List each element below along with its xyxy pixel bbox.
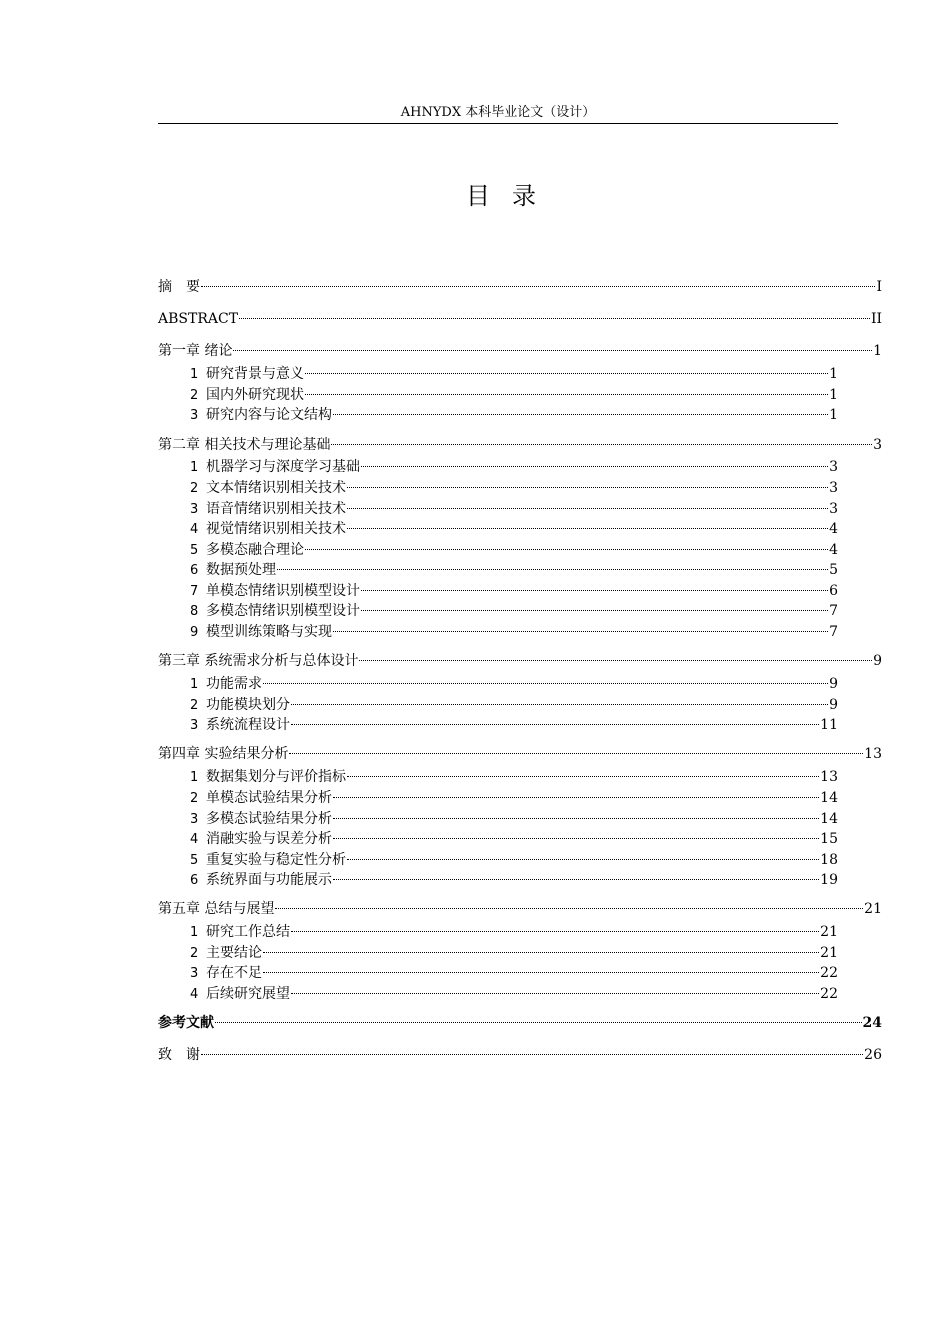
toc-subentry	[190, 386, 838, 405]
toc-page-number: 1	[829, 407, 838, 423]
toc-text: 单模态情绪识别模型设计	[206, 583, 360, 599]
toc-subentry	[190, 602, 838, 621]
toc-number: 2	[190, 946, 199, 961]
toc-label	[190, 602, 360, 621]
toc-page-number: 14	[820, 790, 838, 806]
toc-page-number: 4	[829, 521, 838, 537]
toc-label	[190, 675, 262, 694]
toc-number: 2	[190, 698, 199, 713]
toc-leader	[359, 660, 872, 661]
toc-entry	[158, 1046, 882, 1064]
toc-page-number: 3	[829, 501, 838, 517]
toc-page-number: 13	[820, 769, 838, 785]
toc-label	[190, 500, 346, 519]
toc-text: 功能需求	[206, 676, 262, 692]
toc-entry	[158, 278, 882, 296]
toc-number: 8	[190, 604, 199, 619]
toc-number: 3	[190, 502, 199, 517]
toc-text: 文本情绪识别相关技术	[206, 480, 346, 496]
toc-leader	[333, 838, 819, 839]
toc-entry	[158, 342, 882, 360]
toc-subentry	[190, 520, 838, 539]
toc-label	[190, 768, 346, 787]
toc-entry	[158, 900, 882, 918]
toc-number: 5	[190, 853, 199, 868]
toc-subentry	[190, 789, 838, 808]
toc-label	[190, 479, 346, 498]
toc-subentry	[190, 696, 838, 715]
toc-leader	[305, 373, 828, 374]
toc-label	[190, 810, 332, 829]
toc-number: 1	[190, 460, 199, 475]
toc-page-number: 3	[829, 480, 838, 496]
toc-leader	[333, 797, 819, 798]
toc-label	[190, 789, 332, 808]
toc-leader	[215, 1022, 862, 1023]
toc-number: 5	[190, 543, 199, 558]
toc-page-number: 1	[829, 366, 838, 382]
toc-leader	[239, 318, 870, 319]
toc-label	[190, 985, 290, 1004]
toc-number: 2	[190, 481, 199, 496]
toc-page-number: 19	[820, 872, 838, 888]
toc-label	[190, 944, 262, 963]
toc-leader	[347, 508, 828, 509]
toc-leader	[291, 931, 819, 932]
toc-label	[158, 1014, 214, 1032]
toc-text: 语音情绪识别相关技术	[206, 501, 346, 517]
toc-subentry	[190, 964, 838, 983]
toc-leader	[333, 879, 819, 880]
toc-subentry	[190, 716, 838, 735]
toc-subentry	[190, 923, 838, 942]
toc-page-number: 22	[820, 986, 838, 1002]
toc-text: 国内外研究现状	[206, 387, 304, 403]
toc-label	[158, 310, 238, 328]
toc-leader	[361, 610, 828, 611]
toc-text: 功能模块划分	[206, 697, 290, 713]
toc-label	[190, 386, 304, 405]
toc-page-number: 3	[873, 437, 882, 453]
toc-text: 单模态试验结果分析	[206, 790, 332, 806]
toc-leader	[361, 590, 828, 591]
toc-label	[190, 623, 332, 642]
toc-label	[158, 436, 330, 454]
toc-subentry	[190, 871, 838, 890]
toc-leader	[291, 993, 819, 994]
toc-label	[190, 406, 332, 425]
toc-page-number: 26	[864, 1047, 882, 1063]
toc-text: 研究工作总结	[206, 924, 290, 940]
toc-leader	[263, 972, 819, 973]
toc-subentry	[190, 985, 838, 1004]
toc-subentry	[190, 500, 838, 519]
toc-subentry	[190, 768, 838, 787]
toc-text: 存在不足	[206, 965, 262, 981]
toc-text: 数据集划分与评价指标	[206, 769, 346, 785]
toc-subentry	[190, 623, 838, 642]
toc-leader	[347, 859, 819, 860]
toc-label	[190, 871, 332, 890]
toc-page-number: 9	[873, 653, 882, 669]
toc-number: 7	[190, 584, 199, 599]
toc-label	[158, 1046, 200, 1064]
toc-leader	[201, 286, 875, 287]
toc-subentry	[190, 944, 838, 963]
toc-label	[158, 278, 200, 296]
toc-text: 第三章 系统需求分析与总体设计	[158, 653, 359, 669]
toc-page-number: 1	[829, 387, 838, 403]
toc-number: 3	[190, 812, 199, 827]
toc-page-number: 21	[864, 901, 882, 917]
toc-number: 1	[190, 770, 199, 785]
toc-text: 多模态试验结果分析	[206, 811, 332, 827]
toc-subentry	[190, 406, 838, 425]
toc-leader	[333, 818, 819, 819]
toc-label	[158, 652, 358, 670]
toc-page-number: II	[870, 311, 882, 327]
toc-text: 第四章 实验结果分析	[158, 746, 289, 762]
toc-subentry	[190, 561, 838, 580]
toc-number: 6	[190, 563, 199, 578]
toc-number: 3	[190, 718, 199, 733]
toc-entry	[158, 652, 882, 670]
toc-text: 第一章 绪论	[158, 343, 233, 359]
toc-text: 系统流程设计	[206, 717, 290, 733]
toc-leader	[333, 414, 828, 415]
toc-number: 1	[190, 367, 199, 382]
toc-subentry	[190, 479, 838, 498]
toc-leader	[305, 394, 828, 395]
toc-subentry	[190, 810, 838, 829]
toc-subentry	[190, 458, 838, 477]
toc-subentry	[190, 830, 838, 849]
toc-label	[190, 541, 304, 560]
toc-page-number: 18	[820, 852, 838, 868]
toc-leader	[347, 528, 828, 529]
toc-number: 1	[190, 925, 199, 940]
toc-text: ABSTRACT	[158, 311, 239, 327]
toc-page-number: 6	[829, 583, 838, 599]
toc-leader	[263, 952, 819, 953]
toc-number: 1	[190, 677, 199, 692]
toc-label	[158, 900, 274, 918]
toc-number: 3	[190, 966, 199, 981]
toc-number: 4	[190, 987, 199, 1002]
toc-label	[190, 365, 304, 384]
toc-number: 2	[190, 388, 199, 403]
toc-subentry	[190, 365, 838, 384]
toc-leader	[233, 350, 872, 351]
toc-title: 目录	[466, 182, 558, 210]
toc-page-number: 21	[820, 924, 838, 940]
toc-number: 6	[190, 873, 199, 888]
toc-leader	[331, 444, 872, 445]
toc-page-number: 3	[829, 459, 838, 475]
toc-page-number: 1	[873, 343, 882, 359]
toc-page-number: 15	[820, 831, 838, 847]
toc-leader	[333, 631, 828, 632]
toc-page-number: 24	[862, 1015, 882, 1031]
toc-page-number: 9	[829, 697, 838, 713]
toc-page-number: 22	[820, 965, 838, 981]
toc-text: 多模态融合理论	[206, 542, 304, 558]
toc-text: 参考文献	[158, 1015, 214, 1031]
toc-text: 主要结论	[206, 945, 262, 961]
toc-number: 9	[190, 625, 199, 640]
toc-subentry	[190, 541, 838, 560]
toc-leader	[275, 908, 863, 909]
toc-number: 3	[190, 408, 199, 423]
toc-page-number: 4	[829, 542, 838, 558]
toc-label	[190, 923, 290, 942]
toc-number: 2	[190, 791, 199, 806]
toc-leader	[347, 487, 828, 488]
toc-text: 多模态情绪识别模型设计	[206, 603, 360, 619]
toc-label	[190, 851, 346, 870]
toc-text: 后续研究展望	[206, 986, 290, 1002]
toc-page-number: 5	[829, 562, 838, 578]
toc-entry	[158, 310, 882, 328]
toc-text: 视觉情绪识别相关技术	[206, 521, 346, 537]
toc-page-number: 11	[820, 717, 838, 733]
toc-text: 数据预处理	[206, 562, 276, 578]
toc-page-number: 21	[820, 945, 838, 961]
page-header: AHNYDX 本科毕业论文（设计）	[400, 105, 596, 120]
toc-label	[158, 342, 232, 360]
toc-text: 消融实验与误差分析	[206, 831, 332, 847]
toc-page-number: 9	[829, 676, 838, 692]
toc-subentry	[190, 675, 838, 694]
toc-label	[190, 582, 360, 601]
toc-page-number: 7	[829, 603, 838, 619]
toc-page-number: I	[876, 279, 882, 295]
toc-text: 研究背景与意义	[206, 366, 304, 382]
toc-leader	[291, 724, 819, 725]
toc-text: 系统界面与功能展示	[206, 872, 332, 888]
toc-label	[190, 520, 346, 539]
toc-leader	[201, 1054, 863, 1055]
toc-text: 摘 要	[158, 279, 200, 295]
toc-subentry	[190, 582, 838, 601]
toc-text: 第二章 相关技术与理论基础	[158, 437, 331, 453]
toc-label	[190, 964, 262, 983]
toc-label	[190, 696, 290, 715]
toc-page-number: 7	[829, 624, 838, 640]
toc-entry	[158, 436, 882, 454]
toc-page-number: 13	[864, 746, 882, 762]
toc-label	[158, 745, 288, 763]
toc-label	[190, 830, 332, 849]
toc-leader	[291, 704, 828, 705]
toc-entry	[158, 745, 882, 763]
toc-text: 机器学习与深度学习基础	[206, 459, 360, 475]
toc-leader	[263, 683, 828, 684]
toc-leader	[277, 569, 828, 570]
toc-text: 模型训练策略与实现	[206, 624, 332, 640]
toc-text: 致 谢	[158, 1047, 200, 1063]
toc-text: 研究内容与论文结构	[206, 407, 332, 423]
toc-leader	[347, 776, 819, 777]
toc-page-number: 14	[820, 811, 838, 827]
toc-label	[190, 716, 290, 735]
toc-label	[190, 561, 276, 580]
toc-number: 4	[190, 832, 199, 847]
toc-label	[190, 458, 360, 477]
toc-text: 重复实验与稳定性分析	[206, 852, 346, 868]
toc-leader	[361, 466, 828, 467]
toc-subentry	[190, 851, 838, 870]
toc-text: 第五章 总结与展望	[158, 901, 275, 917]
toc-leader	[289, 753, 863, 754]
toc-leader	[305, 549, 828, 550]
toc-number: 4	[190, 522, 199, 537]
toc-entry	[158, 1014, 882, 1032]
